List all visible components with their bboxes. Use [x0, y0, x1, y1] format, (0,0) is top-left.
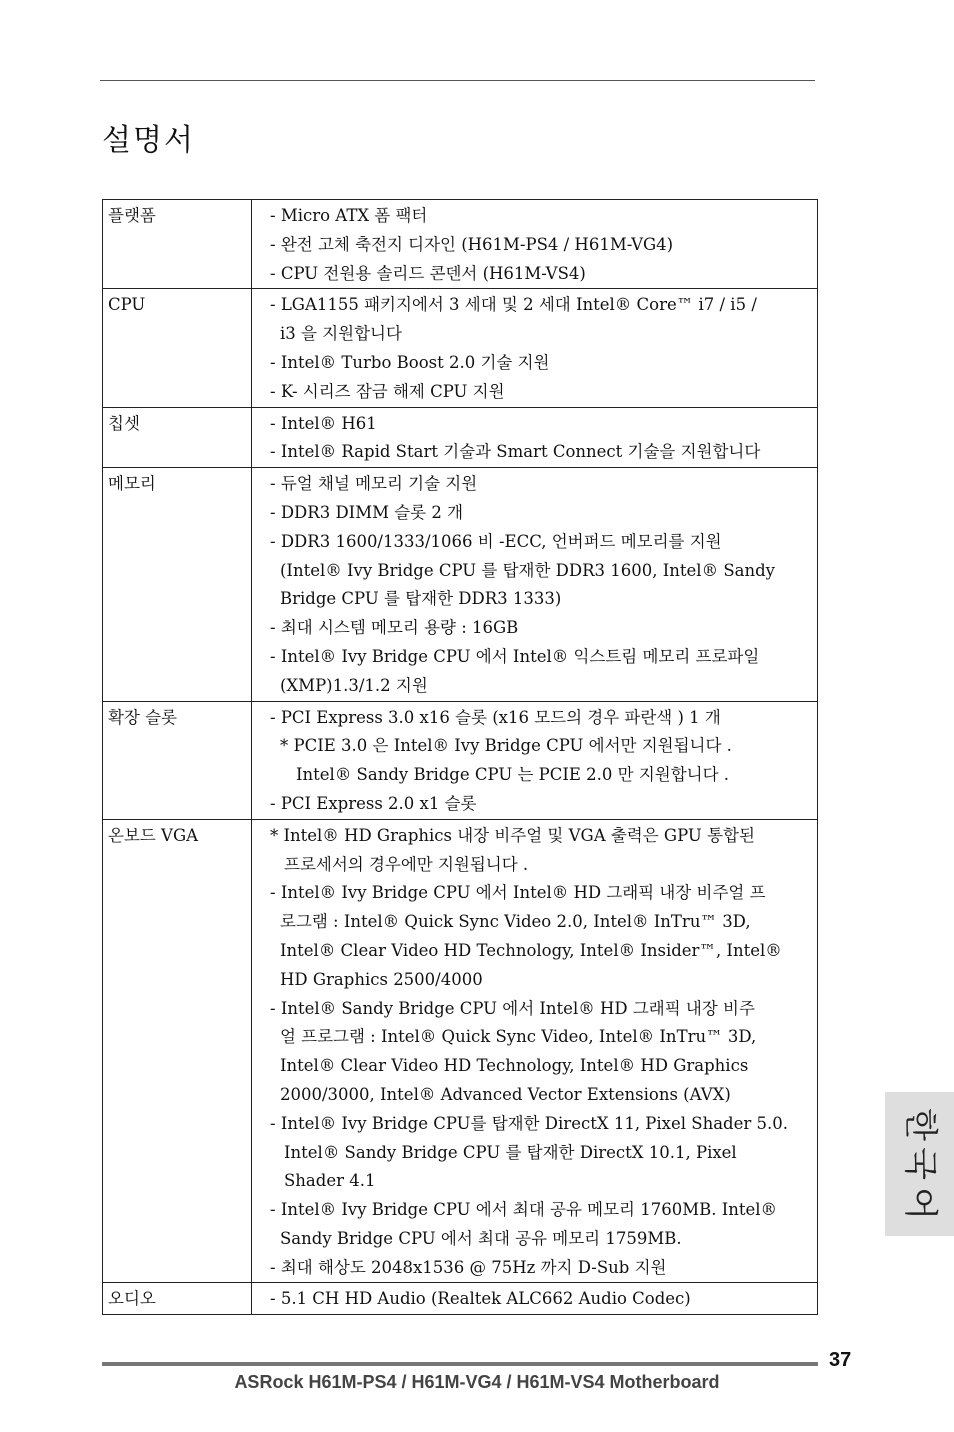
spec-line: - Intel® Ivy Bridge CPU 에서 최대 공유 메모리 1760MB. Intel®	[270, 1200, 778, 1220]
spec-line: Sandy Bridge CPU 에서 최대 공유 메모리 1759MB.	[280, 1228, 682, 1248]
spec-label: CPU	[108, 295, 146, 315]
spec-line: - Intel® Ivy Bridge CPU를 탑재한 DirectX 11, Pixel Shader 5.0.	[270, 1113, 788, 1133]
spec-line: Bridge CPU 를 탑재한 DDR3 1333)	[280, 589, 562, 609]
spec-line: HD Graphics 2500/4000	[280, 969, 483, 989]
spec-table	[102, 199, 818, 1315]
spec-row	[103, 200, 818, 289]
spec-line: (XMP)1.3/1.2 지원	[280, 675, 428, 695]
spec-label-cell	[103, 819, 252, 1283]
spec-line: * PCIE 3.0 은 Intel® Ivy Bridge CPU 에서만 지원됩니다 .	[280, 736, 732, 756]
spec-line: Intel® Clear Video HD Technology, Intel® HD Graphics	[280, 1056, 749, 1076]
spec-label: 칩셋	[108, 413, 140, 433]
spec-row	[103, 701, 818, 819]
spec-line: - Intel® Sandy Bridge CPU 에서 Intel® HD 그래픽 내장 비주	[270, 998, 755, 1018]
spec-line: - PCI Express 3.0 x16 슬롯 (x16 모드의 경우 파란색 ) 1 개	[270, 707, 721, 727]
spec-line: 로그램 : Intel® Quick Sync Video 2.0, Intel® InTru™ 3D,	[280, 912, 751, 932]
spec-line: - Intel® H61	[270, 413, 377, 433]
spec-line: - 최대 해상도 2048x1536 @ 75Hz 까지 D-Sub 지원	[270, 1257, 667, 1277]
spec-line: 프로세서의 경우에만 지원됩니다 .	[284, 854, 529, 874]
spec-table-body	[103, 200, 818, 1315]
spec-line: Intel® Clear Video HD Technology, Intel® Insider™, Intel®	[280, 940, 782, 960]
language-side-tab	[885, 1092, 954, 1236]
spec-line: - 최대 시스템 메모리 용량 : 16GB	[270, 618, 519, 638]
spec-line: (Intel® Ivy Bridge CPU 를 탑재한 DDR3 1600, Intel® Sandy	[280, 560, 775, 580]
spec-line: - Micro ATX 폼 팩터	[270, 206, 428, 225]
spec-row	[103, 1283, 818, 1315]
spec-line: Intel® Sandy Bridge CPU 는 PCIE 2.0 만 지원합니다 .	[296, 765, 730, 785]
side-tab-char-3: 어	[900, 1186, 941, 1220]
page-title: 설명서	[102, 123, 195, 158]
spec-line: - DDR3 1600/1333/1066 비 -ECC, 언버퍼드 메모리를 지원	[270, 531, 722, 551]
spec-value-cell	[252, 468, 818, 701]
spec-label-cell	[103, 468, 252, 701]
spec-line: Shader 4.1	[284, 1171, 376, 1191]
spec-label: 확장 슬롯	[108, 707, 178, 727]
spec-line: - PCI Express 2.0 x1 슬롯	[270, 793, 477, 813]
spec-row	[103, 407, 818, 468]
spec-line: - 듀얼 채널 메모리 기술 지원	[270, 474, 478, 494]
spec-line: - Intel® Ivy Bridge CPU 에서 Intel® 익스트림 메모리 프로파일	[270, 646, 760, 666]
spec-row	[103, 468, 818, 701]
spec-row	[103, 819, 818, 1283]
spec-label-cell	[103, 289, 252, 407]
top-rule	[100, 80, 815, 81]
spec-line: - LGA1155 패키지에서 3 세대 및 2 세대 Intel® Core™ i7 / i5 /	[270, 295, 757, 315]
spec-label-cell	[103, 1283, 252, 1315]
spec-line: - Intel® Rapid Start 기술과 Smart Connect 기술을 지원합니다	[270, 442, 761, 462]
spec-value-cell	[252, 289, 818, 407]
spec-label: 온보드 VGA	[108, 825, 199, 845]
spec-line: Intel® Sandy Bridge CPU 를 탑재한 DirectX 10.1, Pixel	[284, 1142, 737, 1162]
spec-line: 2000/3000, Intel® Advanced Vector Extensions (AVX)	[280, 1084, 731, 1104]
spec-line: - Intel® Ivy Bridge CPU 에서 Intel® HD 그래픽 내장 비주얼 프	[270, 883, 766, 903]
side-tab-char-2: 국	[900, 1147, 941, 1181]
spec-line: - 5.1 CH HD Audio (Realtek ALC662 Audio Codec)	[270, 1289, 691, 1309]
spec-line: - Intel® Turbo Boost 2.0 기술 지원	[270, 352, 550, 372]
side-tab-char-1: 한	[900, 1108, 941, 1142]
spec-value-cell	[252, 200, 818, 289]
spec-label-cell	[103, 701, 252, 819]
spec-value-cell	[252, 819, 818, 1283]
spec-line: 얼 프로그램 : Intel® Quick Sync Video, Intel® InTru™ 3D,	[280, 1027, 757, 1047]
spec-label-cell	[103, 407, 252, 468]
spec-line: i3 을 지원합니다	[280, 324, 402, 344]
spec-value-cell	[252, 407, 818, 468]
spec-value-cell	[252, 1283, 818, 1315]
spec-line: - CPU 전원용 솔리드 콘덴서 (H61M-VS4)	[270, 263, 586, 283]
spec-row	[103, 289, 818, 407]
spec-line: - DDR3 DIMM 슬롯 2 개	[270, 502, 464, 522]
footer-rule	[102, 1362, 818, 1366]
spec-label: 오디오	[108, 1289, 156, 1309]
spec-label-cell	[103, 200, 252, 289]
spec-value-cell	[252, 701, 818, 819]
footer-product-line: ASRock H61M-PS4 / H61M-VG4 / H61M-VS4 Motherboard	[234, 1372, 720, 1392]
spec-label: 플랫폼	[108, 206, 156, 225]
spec-label: 메모리	[108, 474, 156, 494]
page-number: 37	[829, 1349, 852, 1371]
spec-line: - 완전 고체 축전지 디자인 (H61M-PS4 / H61M-VG4)	[270, 234, 674, 254]
spec-line: * Intel® HD Graphics 내장 비주얼 및 VGA 출력은 GPU 통합된	[270, 825, 755, 845]
spec-line: - K- 시리즈 잠금 해제 CPU 지원	[270, 381, 505, 401]
